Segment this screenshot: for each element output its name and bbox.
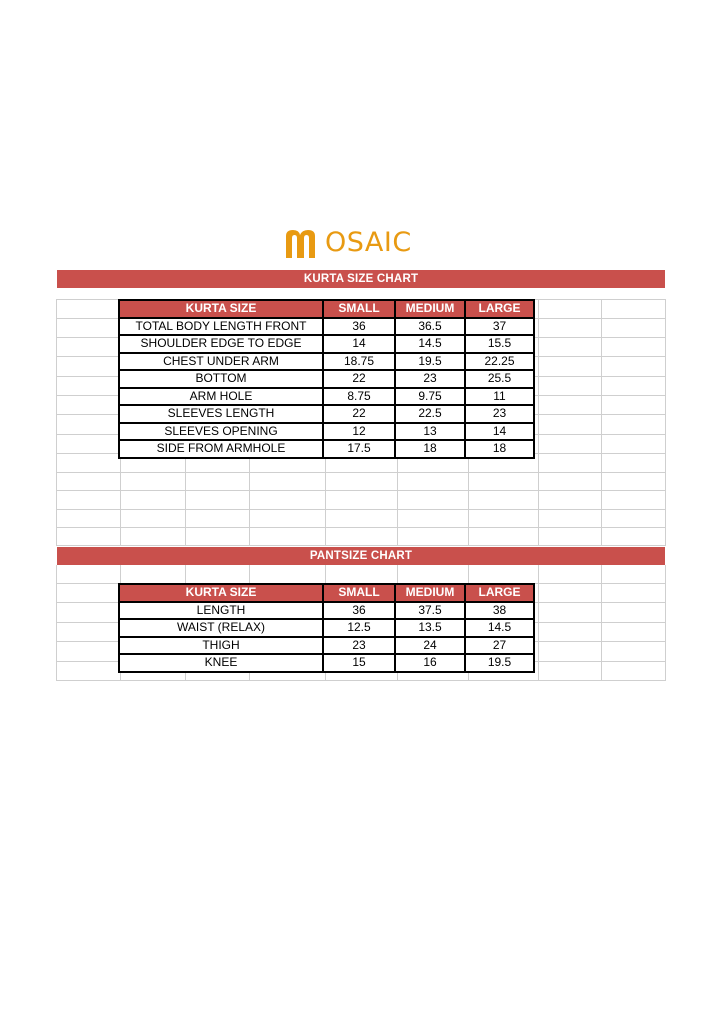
small-value: 17.5: [323, 440, 395, 458]
header-kurta-size: KURTA SIZE: [119, 584, 323, 602]
small-value: 14: [323, 335, 395, 353]
measure-label: LENGTH: [119, 602, 323, 620]
measure-label: CHEST UNDER ARM: [119, 353, 323, 371]
small-value: 23: [323, 637, 395, 655]
large-value: 15.5: [465, 335, 534, 353]
table-header-row: [119, 584, 534, 602]
measure-label: SLEEVES LENGTH: [119, 405, 323, 423]
small-value: 36: [323, 318, 395, 336]
medium-value: 23: [395, 370, 465, 388]
medium-value: 22.5: [395, 405, 465, 423]
large-value: 11: [465, 388, 534, 406]
table-row: [119, 318, 534, 336]
medium-value: 18: [395, 440, 465, 458]
table-header-row: [119, 300, 534, 318]
medium-value: 14.5: [395, 335, 465, 353]
large-value: 18: [465, 440, 534, 458]
table-row: [119, 405, 534, 423]
table-row: [119, 637, 534, 655]
large-value: 25.5: [465, 370, 534, 388]
measure-label: THIGH: [119, 637, 323, 655]
header-medium: MEDIUM: [395, 584, 465, 602]
table-row: [119, 388, 534, 406]
header-large: LARGE: [465, 300, 534, 318]
small-value: 18.75: [323, 353, 395, 371]
measure-label: WAIST (RELAX): [119, 619, 323, 637]
large-value: 37: [465, 318, 534, 336]
header-large: LARGE: [465, 584, 534, 602]
header-small: SMALL: [323, 300, 395, 318]
medium-value: 16: [395, 654, 465, 672]
measure-label: KNEE: [119, 654, 323, 672]
measure-label: SLEEVES OPENING: [119, 423, 323, 441]
medium-value: 19.5: [395, 353, 465, 371]
table-row: [119, 335, 534, 353]
medium-value: 24: [395, 637, 465, 655]
table-row: [119, 654, 534, 672]
small-value: 12.5: [323, 619, 395, 637]
large-value: 19.5: [465, 654, 534, 672]
small-value: 15: [323, 654, 395, 672]
medium-value: 13.5: [395, 619, 465, 637]
kurta-chart-banner: KURTA SIZE CHART: [57, 270, 665, 288]
large-value: 38: [465, 602, 534, 620]
pant-size-table: [118, 583, 535, 673]
header-kurta-size: KURTA SIZE: [119, 300, 323, 318]
mosaic-logo: [284, 224, 412, 258]
medium-value: 37.5: [395, 602, 465, 620]
header-small: SMALL: [323, 584, 395, 602]
large-value: 14: [465, 423, 534, 441]
logo-m-mark: [284, 228, 324, 258]
table-row: [119, 619, 534, 637]
measure-label: BOTTOM: [119, 370, 323, 388]
small-value: 22: [323, 370, 395, 388]
table-row: [119, 602, 534, 620]
large-value: 23: [465, 405, 534, 423]
table-row: [119, 440, 534, 458]
large-value: 22.25: [465, 353, 534, 371]
medium-value: 13: [395, 423, 465, 441]
table-row: [119, 423, 534, 441]
small-value: 8.75: [323, 388, 395, 406]
large-value: 14.5: [465, 619, 534, 637]
small-value: 12: [323, 423, 395, 441]
pant-chart-banner: PANTSIZE CHART: [57, 547, 665, 565]
measure-label: TOTAL BODY LENGTH FRONT: [119, 318, 323, 336]
logo-text: OSAIC: [325, 227, 412, 258]
measure-label: SIDE FROM ARMHOLE: [119, 440, 323, 458]
medium-value: 9.75: [395, 388, 465, 406]
small-value: 22: [323, 405, 395, 423]
measure-label: ARM HOLE: [119, 388, 323, 406]
small-value: 36: [323, 602, 395, 620]
large-value: 27: [465, 637, 534, 655]
header-medium: MEDIUM: [395, 300, 465, 318]
medium-value: 36.5: [395, 318, 465, 336]
measure-label: SHOULDER EDGE TO EDGE: [119, 335, 323, 353]
table-row: [119, 353, 534, 371]
table-row: [119, 370, 534, 388]
kurta-size-table: [118, 299, 535, 459]
